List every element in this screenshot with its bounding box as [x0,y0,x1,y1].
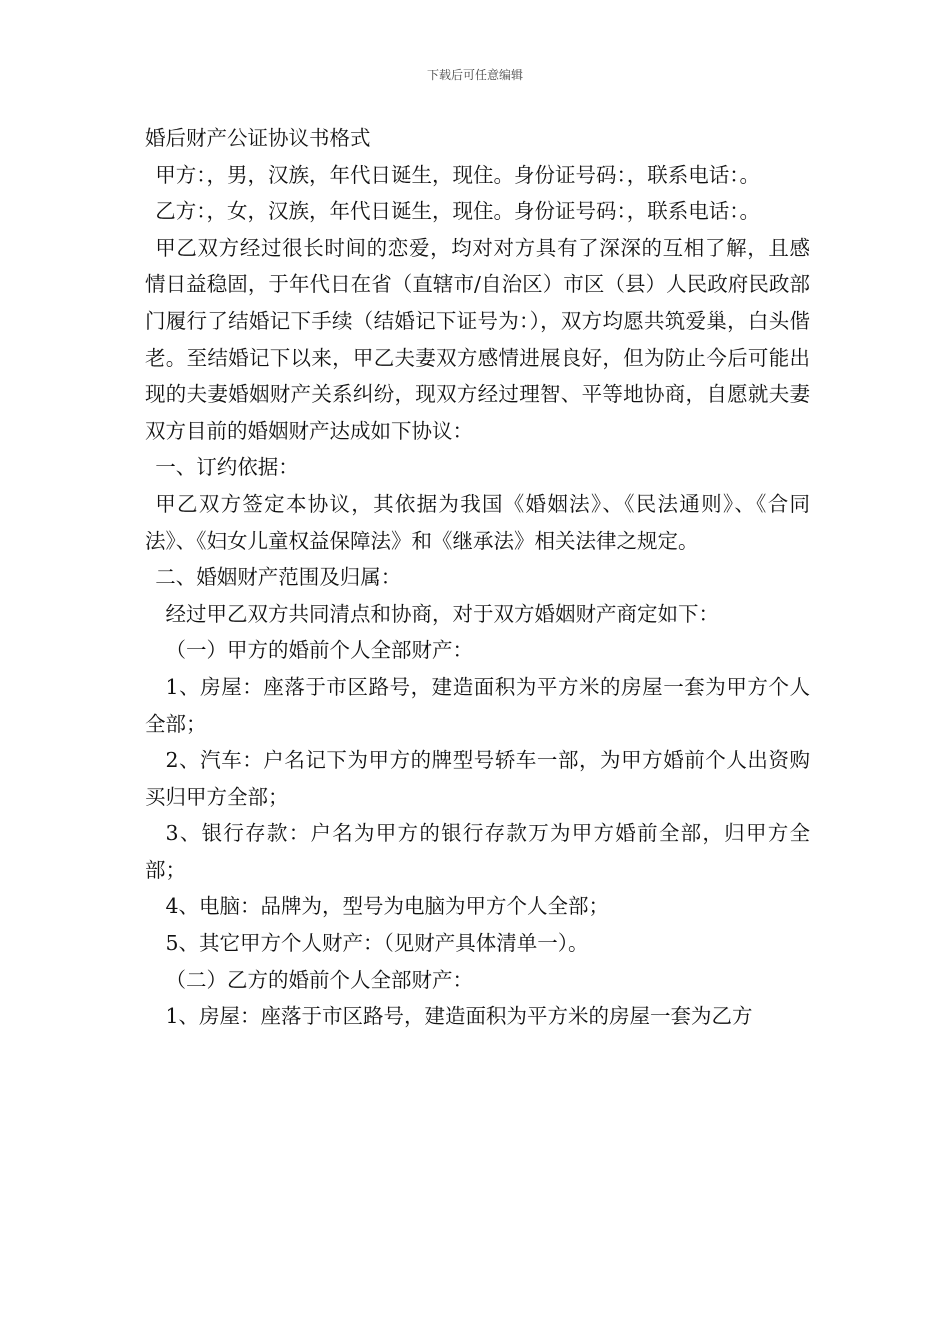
preamble-paragraph: 甲乙双方经过很长时间的恋爱，均对对方具有了深深的互相了解，且感情日益稳固，于年代日在省（直辖市/自治区）市区（县）人民政府民政部门履行了结婚记下手续（结婚记下证号为：），双方均愿共筑爱巢，白头偕老。至结婚记下以来，甲乙夫妻双方感情进展良好，但为防止今后可能出现的夫妻婚姻财产关系纠纷，现双方经过理智、平等地协商，自愿就夫妻双方目前的婚姻财产达成如下协议： [145,235,810,443]
subsection-heading-party-b: （二）乙方的婚前个人全部财产： [165,967,473,992]
section-heading-property: 二、婚姻财产范围及归属： [155,565,402,590]
party-b-info: 乙方：，女，汉族，年代日诞生，现住。身份证号码：，联系电话：。 [155,199,760,224]
page-header-note: 下载后可任意编辑 [426,68,523,82]
section-heading-basis: 一、订约依据： [155,455,299,480]
list-item: 4、电脑：品牌为，型号为电脑为甲方个人全部； [165,894,610,919]
document-title: 婚后财产公证协议书格式 [145,126,371,150]
property-intro: 经过甲乙双方共同清点和协商，对于双方婚姻财产商定如下： [165,601,719,626]
list-item: 5、其它甲方个人财产：（见财产具体清单一）。 [165,931,589,956]
basis-paragraph: 甲乙双方签定本协议，其依据为我国《婚姻法》、《民法通则》、《合同法》、《妇女儿童权益保障法》和《继承法》相关法律之规定。 [145,491,810,553]
list-item: 3、银行存款：户名为甲方的银行存款万为甲方婚前全部，归甲方全部； [145,821,810,882]
subsection-heading-party-a: （一）甲方的婚前个人全部财产： [165,638,473,663]
list-item: 1、房屋：座落于市区路号，建造面积为平方米的房屋一套为乙方 [165,1004,753,1029]
party-a-info: 甲方：，男，汉族，年代日诞生，现住。身份证号码：，联系电话：。 [155,162,760,187]
list-item: 2、汽车：户名记下为甲方的牌型号轿车一部，为甲方婚前个人出资购买归甲方全部； [145,748,810,809]
list-item: 1、房屋：座落于市区路号，建造面积为平方米的房屋一套为甲方个人全部； [145,674,810,736]
document-body [145,120,810,1035]
